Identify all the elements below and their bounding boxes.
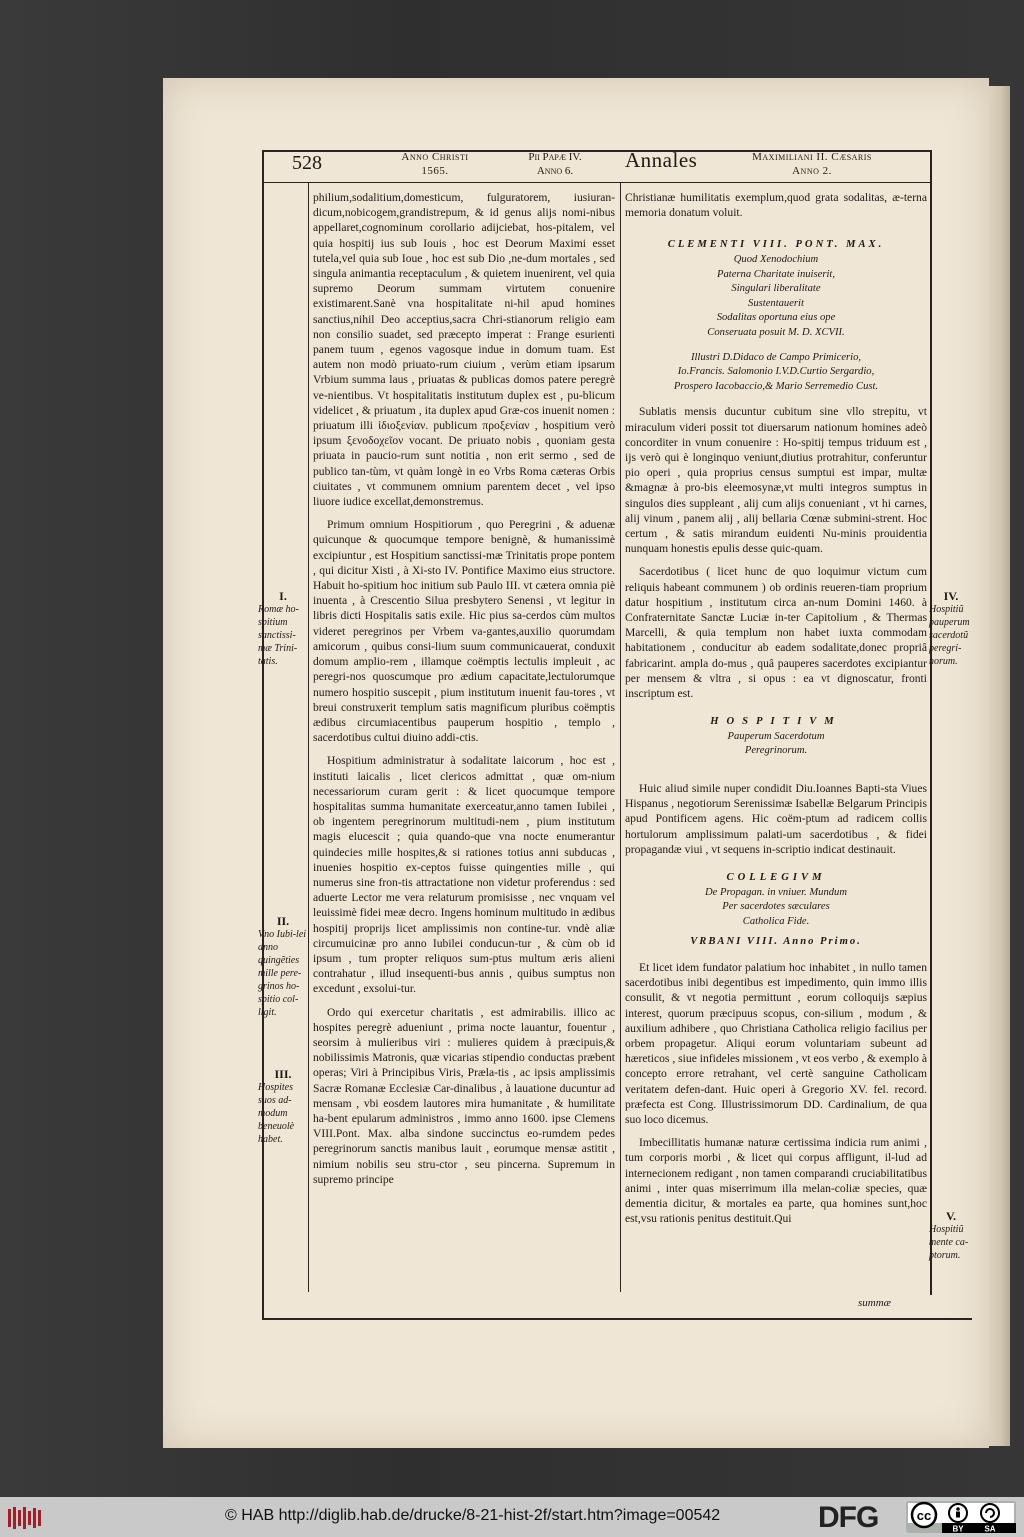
inscription-line: Illustri D.Didaco de Campo Primicerio,: [690, 351, 862, 363]
inscription-line: COLLEGIVM: [726, 872, 826, 883]
running-header: [282, 150, 934, 180]
inscription-line: CLEMENTI VIII. PONT. MAX.: [667, 239, 885, 251]
bottom-rule: [262, 1318, 972, 1320]
left-margin-rule: [308, 182, 309, 1292]
anno-christi-label: Anno Christi: [401, 151, 469, 163]
inscription-line: Sodalitas oportuna eius ope: [716, 312, 836, 324]
paragraph: Primum omnium Hospitiorum , quo Peregrini , & aduenæ quicunque & quocumque tempore benignè, & humanissimè excipiuntur , est Hospitium sanctissi-mæ Trinitatis prope pontem , qui dicitur Xisti , à Xi-sto IV. Pontifice Maximo eius structore. Habuit ho-spitium hoc initium sub Paulo III. vt cætera omnia piè inuenta , à Crescentio Silua presbytero Senensi , vt legitur in libris dicti Hospitalis satis exile. Hic pius sa-cerdos cùm multos videret peregrinos per Vrbem va-gantes,auxilio quorumdam amicorum , quibus consi-lium suum communicauerat, conduxit domum amplio-rem , illamque coëmptis lectulis impleuit , ac peregri-nos quoscumque pro ædium capacitate,lectulorumque numero hospitio suscepit , pium institutum inuenit fau-tores , vt breui construxerit templum satis magnificum pluribus coëmptis ædibus circumiacentibus pauperum hospitio , templo , sacerdotibus cultui diuino addi-ctis.: [313, 518, 615, 745]
paragraph: Sublatis mensis ducuntur cubitum sine vllo strepitu, vt miraculum videri possit tot diuersarum nationum homines adeò concorditer in vnum conuenire : Ho-spitij tempus triduum est , ijs verò qui è longinquo veniunt,diutius protrahitur, conferuntur pio operi , quia proprius census sumptui est impar, multæ &magnæ à pro-bis eleemosynæ,vt multi integros sumptus in singulos dies suppleant , alij cum alijs conueniant , vt hi carnes, alij vinum , panem alij , alij bellaria Cœnæ submini-strent. Hoc certum , & satis mirandum euidenti Nu-minis prouidentia nunquam honestis epulis desse quic-quam.: [625, 405, 927, 556]
inscription-line: Paterna Charitate inuiserit,: [716, 268, 835, 280]
left-text-column: [313, 190, 615, 1195]
inscription-line: Conseruata posuit M. D. XCVII.: [707, 326, 845, 338]
margin-note-number: IV.: [943, 589, 959, 603]
margin-note-number: V.: [945, 1209, 957, 1223]
margin-note-1: [258, 590, 308, 668]
inscription-line: De Propagan. in vniuer. Mundum: [704, 886, 848, 898]
inscription-custodes: [625, 351, 927, 395]
inscription-hospitium: [625, 715, 927, 759]
margin-note-5: [929, 1210, 973, 1262]
margin-note-number: III.: [274, 1067, 292, 1081]
inscription-line: Per sacerdotes sæculares: [722, 901, 830, 913]
header-annales: Annales: [625, 148, 698, 172]
paragraph: Christianæ humilitatis exemplum,quod grata sodalitas, æ-terna memoria donatum voluit.: [625, 191, 927, 220]
catchword: summæ: [858, 1297, 892, 1309]
paragraph: philium,sodalitium,domesticum, fulguratorem, iusiuran-dicum,nobicogem,grandistrepum, & id genus alijs nomi-nibus appellaret,cognominum corollario adijciebat, hos-pitalem, vel quia hospitij ius sub Iouis , hoc est Deorum Maximi esset tutela,vel quia sub Ioue , hoc est sub Dio ,ne-dum mortales , sed singula animantia receptaculum , & quietem inuenirent, vel quia supremo Deorum summam virtutem conuenire existimarent.Sanè vna hospitalitate ni-hil apud homines sanctius,nihil Deo acceptius,sacra Chri-stianorum religio eam non consilio suadet, sed præcepto imperat : Frange esurienti panem tuum , egenos vagosque indue in domum tuam. Est autem non modò priuato-rum ciuium , verùm etiam ipsarum Vrbium summa laus , priuatas & publicas domos patere peregrè ve-nientibus. Vt hospitalitatis institutum duplex est , pu-blicum videlicet , & priuatum , ita duplex apud Græ-cos inuenit nomen : priuatum illi ἰδιοξενίαν. publicum προξενίαν , hospitium verò ipsum ξενοδοχεῖον vocant. De priuato nobis , quoniam gesta priuata in paucio-rum sunt notitia , non erit sermo , sed de publico tan-tùm, vt quàm longè in eo Vrbs Roma cæteras Orbis ciuitates , vt communem omnium parentem decet , vel ipso liuore iudice excellat,demonstremus.: [313, 191, 615, 509]
margin-note-text: Romæ ho-spitium sanctissi-mæ Trini-tatis.: [258, 604, 299, 667]
margin-note-text: Hospitiũ pauperum sacerdotũ peregri-norum.: [929, 604, 970, 667]
page-number: 528: [292, 152, 322, 174]
header-anno-christi: [380, 150, 490, 178]
viewer-footer: [0, 1497, 1024, 1537]
source-link[interactable]: © HAB http://diglib.hab.de/drucke/8-21-hist-2f/start.htm?image=00542: [225, 1507, 721, 1524]
right-text-column: [625, 190, 927, 1234]
pii-anno: Anno 6.: [536, 165, 574, 177]
license-by-label: BY: [952, 1524, 964, 1533]
margin-note-number: I.: [279, 589, 287, 603]
margin-note-2: [258, 915, 308, 1019]
inscription-line: Quod Xenodochium: [733, 254, 819, 265]
paragraph: Sacerdotibus ( licet hunc de quo loquimur victum cum reliquis habeant communem ) ob ordinis reueren-tiam proprium datur hospitium , institutum circa an-num Domini 1460. à Confraternitate Sanctæ Luciæ in-ter Capitolium , & Thermas Marcelli, & quia templum non habet iuxta commodam habitationem , conducitur ab eadem sodalitate,donec propriâ fabricarint. ampla do-mus , quâ pauperes sacerdotes excipiantur per mensem & vltra , si opus : ea vt dignoscatur, fronti inscriptum est.: [625, 565, 927, 700]
anno-christi-year: 1565.: [421, 165, 449, 177]
column-divider: [620, 182, 621, 1292]
page-edge: [988, 86, 1010, 1446]
inscription-line: Prospero Iacobaccio,& Mario Serremedio Cust.: [673, 380, 879, 392]
paragraph: Hospitium administratur à sodalitate laicorum , hoc est , instituti laicalis , licet clericos admittat , quæ om-nium necessariorum curam gerit : & licet quocumque tempore hospitalitas summa humanitate exerceatur,anno tamen Iubilei , ob ingentem peregrinorum multitudi-nem , pium institutum magis elucescit ; quia quando-que vna nocte enumerantur quindecies mille hospites,& si rationes totius anni subducas , inuenies hospitio ex-ceptos fuisse quingenties mille , qui numerus sine fron-tis attractatione non videtur proferendus : sed aduerte Lector me vera relaturum promisisse , nec vnquam vel leuissimè fidei meæ decro. Ingens hominum multitudo in ædibus hospitij proprijs licet amplissimis non contine-tur. vndè aliæ circumuicinæ pro anno Iubilei conducun-tur , & cùm ob id ipsum , tum propter reliquos sum-ptus multum æris alieni contrahatur , illud insequenti-bus annis , quibus sumptus non excedunt , exsolui-tur.: [313, 754, 615, 996]
inscription-line: Sustentauerit: [748, 297, 804, 309]
margin-note-text: Hospites suos ad-modum beneuolè habet.: [258, 1082, 295, 1145]
right-frame-rule: [930, 150, 932, 1295]
inscription-line: Io.Francis. Salomonio I.V.D.Curtio Sergardio,: [677, 366, 875, 378]
svg-text:cc: cc: [916, 1508, 932, 1523]
paragraph: Huic aliud simile nuper condidit Diu.Ioannes Bapti-sta Viues Hispanus , negotiorum Serenissimæ Isabellæ Belgarum Principis apud Pontificem agens. Hic coëm-ptum ad radicem collis hortulorum amplissimum palati-um sacerdotibus , & fidei propagandæ viui , vt sequens in-scriptio indicat destinauit.: [625, 781, 927, 856]
pii-papae-label: Pii Papæ IV.: [528, 151, 582, 163]
inscription-line: Singulari liberalitate: [731, 283, 821, 295]
paragraph: Et licet idem fundator palatium hoc inhabitet , in nullo tamen sacerdotibus inibi degentibus est impedimento, quin immo illis consulit, & vt negotia permittunt , eorum colloquijs sæpius interest, quorum præcipuus scopus, con-silium , modum , & auxilium adhibere , quo Christiana Catholica religio facilius per orbem propagetur. Aliqui eorum voluntariam subeunt ad hæreticos , siue infideles missionem , vt eos verbo , & exemplo à concepto errore retrahant, vel certè sanguine Catholicam veritatem defen-dant. Huic operi à Gregorio XV. fel. record. præfecta est Cong. Illustrissimorum DD. Cardinalium, de qua suo loco dicemus.: [625, 960, 927, 1126]
inscription-line: Peregrinorum.: [744, 745, 808, 757]
header-pii-papae: [510, 150, 600, 178]
header-maximiliani: [732, 150, 892, 178]
inscription-line: Catholica Fide.: [742, 915, 810, 927]
margin-note-4: [929, 590, 973, 668]
paragraph: Imbecillitatis humanæ naturæ certissima indicia rum animi , tum corporis morbi , & licet qui corpus affligunt, il-lud ad internecionem redigant , non tamen comparandi cruciabilitatibus animi , inter quas miserrimum illa melan-coliæ species, quæ dementia dicitur, & mortales ea parte, qua homines sunt,hoc est,vsu rationis penitus destituit.Qui: [625, 1136, 927, 1226]
margin-note-text: Vno Iubi-lei anno quingẽties mille pere-grinos ho-spitio col-ligit.: [258, 929, 307, 1018]
margin-note-3: [258, 1068, 308, 1146]
barcode-logo-icon: [8, 1507, 44, 1529]
maximiliani-label: Maximiliani II. Cæsaris: [752, 151, 872, 163]
paragraph: Ordo qui exercetur charitatis , est admirabilis. illico ac hospites peregrè adueniunt , prima nocte lauantur, fouentur , seorsim à mulieribus viri : mulieres quidem à præcipuis,& nobilissimis Matronis, quæ vicarias stipendio conductas præbent operas; Viri à Principibus Viris, Præla-tis , ac ipsis amplissimis Sacræ Romanæ Ecclesiæ Car-dinalibus , à lauatione ducuntur ad mensam , vbi eosdem lautores mira humanitate , & humilitate ha-bent epularum administros , immo anno 1600. ipse Clemens VIII.Pont. Max. alba sindone succinctus eo-rumdem pedes peregrinorum sanctis manibus lauit , eorumque mensæ astitit , nimium nobilis seu stru-ctor , seu pincerna. Supremum in supremo principe: [313, 1005, 615, 1186]
cc-license-icon[interactable]: [906, 1501, 1016, 1533]
margin-note-text: Hospitiũ mente ca-ptorum.: [929, 1224, 969, 1261]
inscription-line: HOSPITIVM: [710, 716, 842, 728]
inscription-clementi: [625, 238, 927, 340]
max-anno: Anno 2.: [792, 165, 832, 177]
inscription-line: VRBANI VIII. Anno Primo.: [690, 936, 862, 948]
margin-note-number: II.: [276, 914, 290, 928]
header-rule: [262, 182, 932, 183]
inscription-line: Pauperum Sacerdotum: [727, 730, 825, 742]
inscription-collegium: [625, 871, 927, 950]
license-sa-label: SA: [984, 1524, 996, 1533]
dfg-logo: DFG: [818, 1501, 879, 1534]
